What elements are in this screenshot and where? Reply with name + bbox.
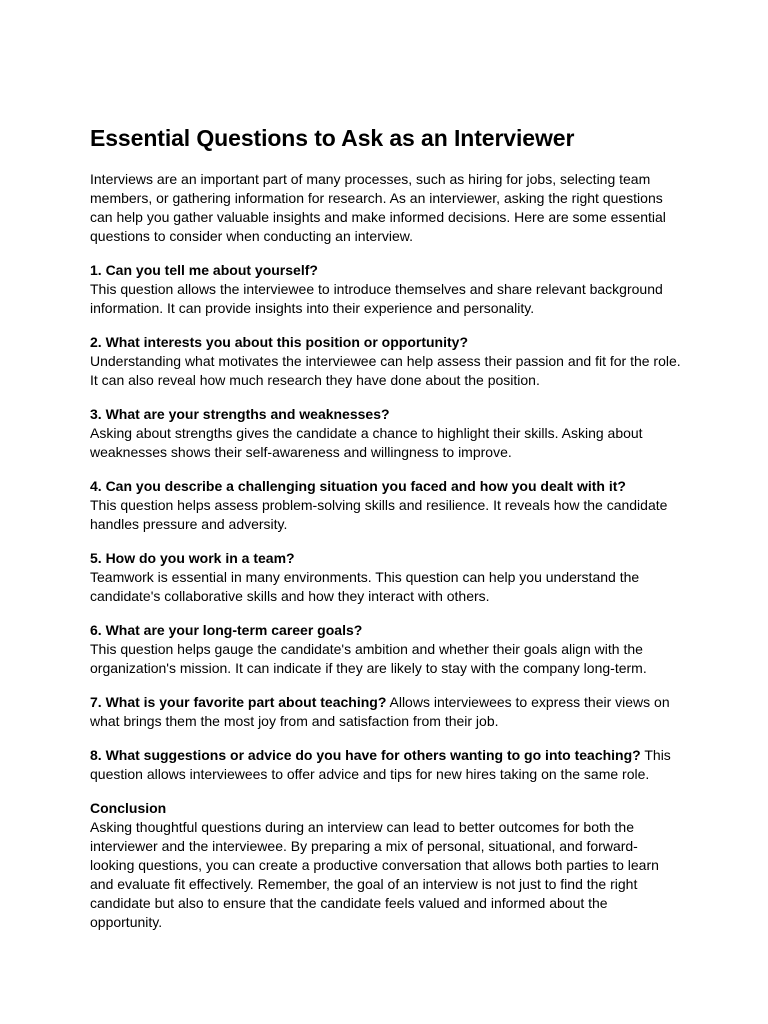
question-8: [90, 746, 682, 784]
question-text: 5. How do you work in a team?: [90, 550, 295, 566]
document-title: Essential Questions to Ask as an Interviewer: [90, 125, 575, 151]
answer-text: This question helps gauge the candidate's ambition and whether their goals align with the organization's mission. It can indicate if they are likely to stay with the company long-term.: [90, 641, 647, 676]
question-text: 3. What are your strengths and weaknesses?: [90, 406, 390, 422]
question-text: 2. What interests you about this position or opportunity?: [90, 334, 468, 350]
answer-text: This question allows interviewees to offer advice and tips for new hires taking on the same role.: [90, 747, 671, 782]
answer-text: Understanding what motivates the interviewee can help assess their passion and fit for the role. It can also reveal how much research they have done about the position.: [90, 353, 681, 388]
question-text: 7. What is your favorite part about teaching?: [90, 694, 387, 710]
question-text: 6. What are your long-term career goals?: [90, 622, 363, 638]
answer-text: This question allows the interviewee to introduce themselves and share relevant background information. It can provide insights into their experience and personality.: [90, 281, 663, 316]
answer-text: Allows interviewees to express their views on what brings them the most joy from and satisfaction from their job.: [90, 694, 670, 729]
answer-text: Asking about strengths gives the candidate a chance to highlight their skills. Asking about weaknesses shows their self-awareness and willingness to improve.: [90, 425, 643, 460]
question-5: [90, 549, 682, 606]
conclusion-title: Conclusion: [90, 800, 167, 816]
question-3: [90, 405, 682, 462]
question-7: [90, 693, 682, 731]
conclusion-text: Asking thoughtful questions during an interview can lead to better outcomes for both the interviewer and the interviewee. By preparing a mix of personal, situational, and forward-looking questions, you can create a productive conversation that allows both parties to learn and evaluate fit effectively. Remember, the goal of an interview is not just to find the right candidate but also to ensure that the candidate feels valued and informed about the opportunity.: [90, 819, 659, 930]
answer-text: Teamwork is essential in many environments. This question can help you understand the candidate's collaborative skills and how they interact with others.: [90, 569, 640, 604]
conclusion-section: [90, 799, 682, 932]
question-text: 1. Can you tell me about yourself?: [90, 262, 318, 278]
question-4: [90, 477, 682, 534]
intro-paragraph: Interviews are an important part of many processes, such as hiring for jobs, selecting team members, or gathering information for research. As an interviewer, asking the right questions can help you gather valuable insights and make informed decisions. Here are some essential questions to consider when conducting an interview.: [90, 171, 666, 244]
answer-text: This question helps assess problem-solving skills and resilience. It reveals how the candidate handles pressure and adversity.: [90, 497, 668, 532]
question-2: [90, 333, 682, 390]
document-page: [90, 120, 682, 932]
question-text: 4. Can you describe a challenging situation you faced and how you dealt with it?: [90, 478, 626, 494]
question-1: [90, 261, 682, 318]
question-text: 8. What suggestions or advice do you have for others wanting to go into teaching?: [90, 747, 641, 763]
question-6: [90, 621, 682, 678]
